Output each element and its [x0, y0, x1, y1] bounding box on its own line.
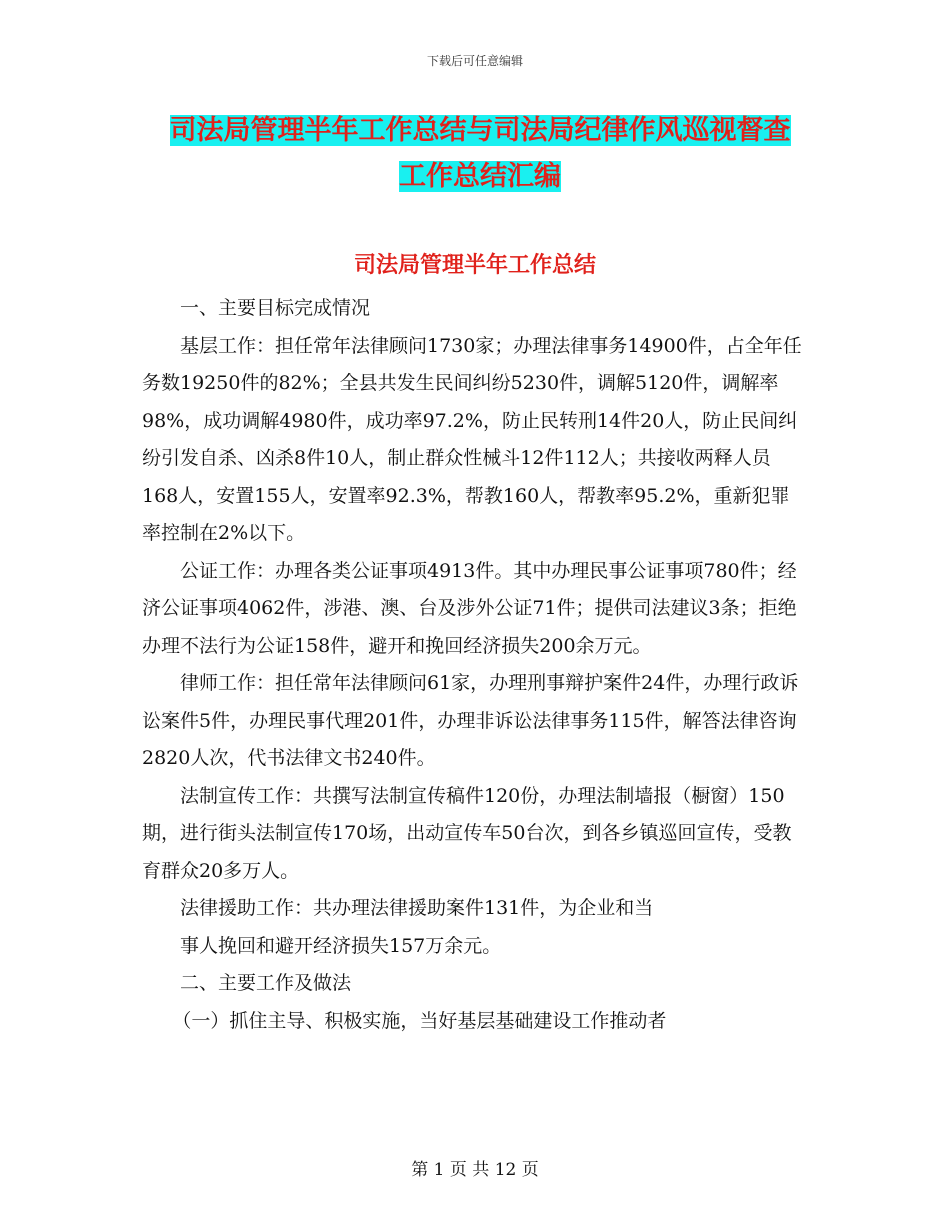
- document-title-line-2: 工作总结汇编: [399, 161, 561, 192]
- section-title: 司法局管理半年工作总结: [353, 253, 596, 278]
- paragraph-legal-aid-continued: 事人挽回和避开经济损失157万余元。: [180, 934, 502, 957]
- document-title-line-1: 司法局管理半年工作总结与司法局纪律作风巡视督查: [169, 115, 791, 146]
- paragraph-grassroots: 基层工作：担任常年法律顾问1730家；办理法律事务14900件，占全年任务数19250件的82%；全县共发生民间纠纷5230件，调解5120件，调解率98%，成功调解4980件，成功率97.2%，防止民转刑14件20人，防止民间纠纷引发自杀、凶杀8件10人，制止群众性械斗12件112人；共接收两释人员168人，安置155人，安置率92.3%，帮教160人，帮教率95.2%，重新犯罪率控制在2%以下。: [142, 334, 802, 544]
- document-body: [142, 290, 806, 1040]
- paragraph-heading-2: 二、主要工作及做法: [180, 972, 352, 994]
- header-note: 下载后可任意编辑: [426, 54, 523, 68]
- paragraph-subheading-1: （一）抓住主导、积极实施，当好基层基础建设工作推动者: [172, 1009, 667, 1032]
- paragraph-lawyer: 律师工作：担任常年法律顾问61家，办理刑事辩护案件24件，办理行政诉讼案件5件，办理民事代理201件，办理非诉讼法律事务115件，解答法律咨询2820人次，代书法律文书240件。: [142, 672, 799, 769]
- document-title: [140, 108, 820, 200]
- paragraph-legal-publicity: 法制宣传工作：共撰写法制宣传稿件120份，办理法制墙报（橱窗）150期，进行街头法制宣传170场，出动宣传车50台次，到各乡镇巡回宣传，受教育群众20多万人。: [142, 784, 792, 882]
- paragraph-legal-aid: 法律援助工作：共办理法律援助案件131件，为企业和当: [180, 897, 654, 919]
- page-number: 第 1 页 共 12 页: [411, 1160, 539, 1180]
- paragraph-notary: 公证工作：办理各类公证事项4913件。其中办理民事公证事项780件；经济公证事项4062件，涉港、澳、台及涉外公证71件；提供司法建议3条；拒绝办理不法行为公证158件，避开和挽回经济损失200余万元。: [142, 559, 797, 657]
- paragraph-heading-1: 一、主要目标完成情况: [180, 297, 371, 319]
